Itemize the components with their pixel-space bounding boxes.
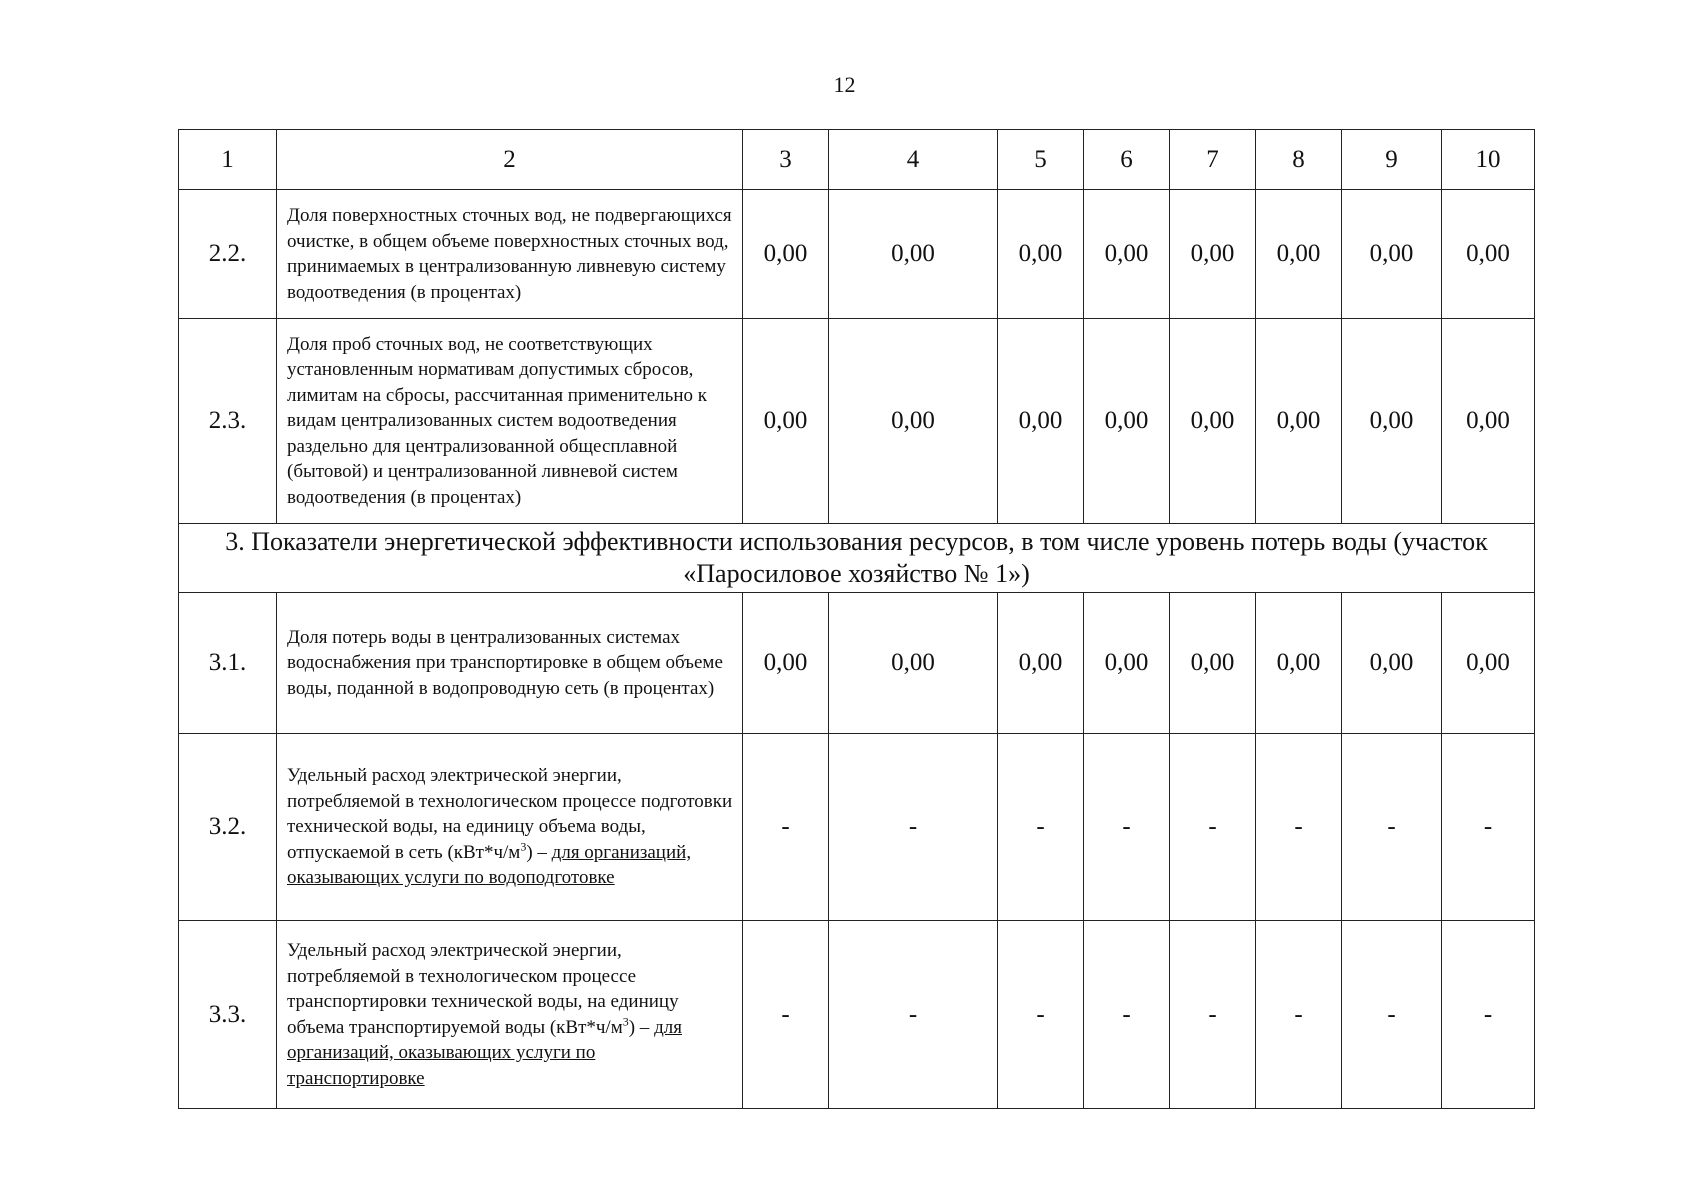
column-header: 4 [829, 130, 998, 190]
row-value: 0,00 [743, 319, 829, 524]
row-value: 0,00 [829, 593, 998, 734]
section-header-row [179, 524, 1535, 593]
row-description [277, 734, 743, 921]
row-description: Доля поверхностных сточных вод, не подвергающихся очистке, в общем объеме поверхностных сточных вод, принимаемых в централизованную ливневую систему водоотведения (в процентах) [277, 190, 743, 319]
column-header: 5 [998, 130, 1084, 190]
row-number: 3.2. [179, 734, 277, 921]
row-value: - [1342, 734, 1442, 921]
row-value: 0,00 [1342, 190, 1442, 319]
row-value: 0,00 [1342, 593, 1442, 734]
table-row [179, 319, 1535, 524]
column-header: 7 [1170, 130, 1256, 190]
row-description: Доля проб сточных вод, не соответствующих установленным нормативам допустимых сбросов, лимитам на сбросы, рассчитанная применительно к видам централизованных систем водоотведения раздельно для централизованной общесплавной (бытовой) и централизованной ливневой систем водоотведения (в процентах) [277, 319, 743, 524]
description-main: Удельный расход электрической энергии, потребляемой в технологическом процессе подготовки технической воды, на единицу объема воды, отпускаемой в сеть (кВт*ч/м [287, 765, 733, 863]
row-value: 0,00 [1084, 319, 1170, 524]
column-header: 10 [1442, 130, 1535, 190]
row-value: 0,00 [829, 190, 998, 319]
row-value: - [1342, 921, 1442, 1109]
indicators-table [178, 129, 1535, 1109]
description-main: Удельный расход электрической энергии, потребляемой в технологическом процессе транспортировки технической воды, на единицу объема транспортируемой воды (кВт*ч/м [287, 940, 679, 1038]
row-number: 2.3. [179, 319, 277, 524]
row-number: 2.2. [179, 190, 277, 319]
column-header: 1 [179, 130, 277, 190]
column-header: 2 [277, 130, 743, 190]
row-value: - [743, 734, 829, 921]
row-value: 0,00 [1342, 319, 1442, 524]
row-value: 0,00 [743, 593, 829, 734]
superscript: 3 [520, 839, 527, 854]
row-value: 0,00 [1442, 319, 1535, 524]
row-value: - [1256, 734, 1342, 921]
row-value: - [829, 921, 998, 1109]
table-row [179, 190, 1535, 319]
row-value: 0,00 [1256, 190, 1342, 319]
description-underlined: для организаций, оказывающих услуги по водоподготовке [287, 841, 692, 889]
row-value: - [998, 921, 1084, 1109]
column-number-header-row [179, 130, 1535, 190]
row-value: - [1442, 921, 1535, 1109]
table-row [179, 921, 1535, 1109]
description-after: ) – [526, 841, 552, 863]
row-value: - [1170, 734, 1256, 921]
row-description: Доля потерь воды в централизованных системах водоснабжения при транспортировке в общем объеме воды, поданной в водопроводную сеть (в процентах) [277, 593, 743, 734]
description-after: ) – [628, 1016, 655, 1038]
row-value: - [829, 734, 998, 921]
row-value: 0,00 [998, 593, 1084, 734]
row-number: 3.3. [179, 921, 277, 1109]
column-header: 9 [1342, 130, 1442, 190]
column-header: 8 [1256, 130, 1342, 190]
row-value: - [1256, 921, 1342, 1109]
description-underlined: для организаций, оказывающих услуги по транспортировке [287, 1016, 682, 1089]
row-value: 0,00 [1170, 319, 1256, 524]
row-value: 0,00 [1442, 593, 1535, 734]
row-value: 0,00 [1170, 190, 1256, 319]
section-title: 3. Показатели энергетической эффективности использования ресурсов, в том числе уровень потерь воды (участок «Паросиловое хозяйство № 1») [179, 524, 1535, 593]
table-row [179, 734, 1535, 921]
row-value: 0,00 [998, 319, 1084, 524]
row-value: 0,00 [1084, 593, 1170, 734]
superscript: 3 [622, 1014, 629, 1029]
row-value: 0,00 [829, 319, 998, 524]
row-value: - [1170, 921, 1256, 1109]
row-value: - [1084, 921, 1170, 1109]
row-value: - [743, 921, 829, 1109]
row-value: - [998, 734, 1084, 921]
column-header: 6 [1084, 130, 1170, 190]
row-number: 3.1. [179, 593, 277, 734]
row-value: 0,00 [1442, 190, 1535, 319]
row-value: 0,00 [743, 190, 829, 319]
table-row [179, 593, 1535, 734]
column-header: 3 [743, 130, 829, 190]
row-value: 0,00 [1170, 593, 1256, 734]
row-value: - [1442, 734, 1535, 921]
page-number: 12 [833, 72, 856, 97]
row-value: 0,00 [998, 190, 1084, 319]
row-value: 0,00 [1256, 593, 1342, 734]
row-value: 0,00 [1084, 190, 1170, 319]
row-description [277, 921, 743, 1109]
row-value: - [1084, 734, 1170, 921]
row-value: 0,00 [1256, 319, 1342, 524]
